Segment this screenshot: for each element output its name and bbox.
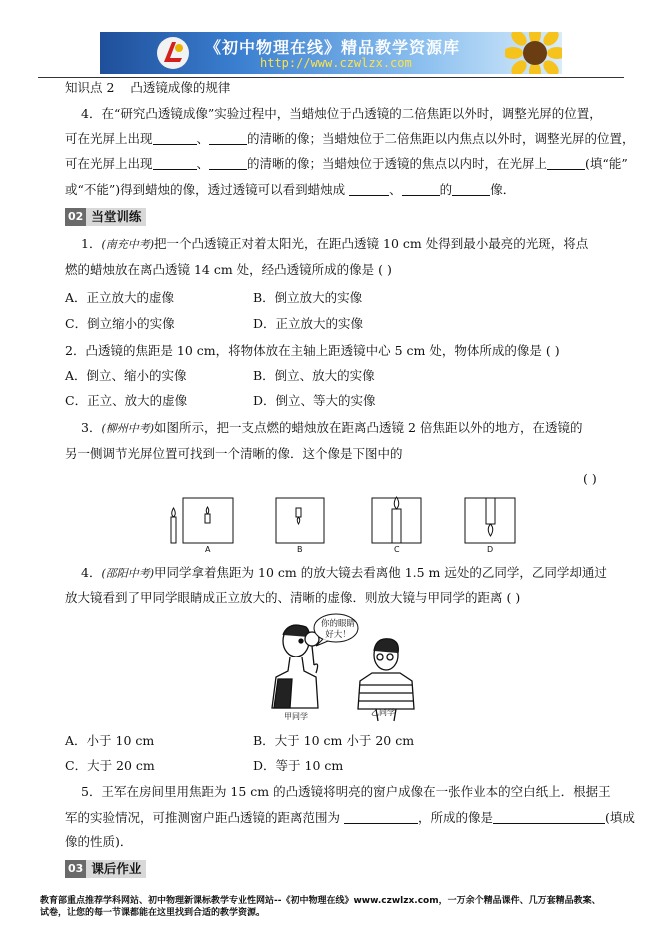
option-b[interactable]: B．大于 10 cm 小于 20 cm [253, 733, 415, 748]
option-a-image[interactable] [183, 498, 233, 543]
option-d[interactable]: D．倒立、等大的实像 [253, 393, 376, 408]
option-b[interactable]: B．倒立、放大的实像 [253, 368, 375, 383]
answer-blank[interactable] [209, 157, 247, 170]
problem-1-line-2: 燃的蜡烛放在离凸透镜 14 cm 处，经凸透镜所成的像是 ( ) [65, 262, 392, 277]
problem-4-line-1: 4．(邵阳中考)甲同学拿着焦距为 10 cm 的放大镜去看离他 1.5 m 远处的乙同学，乙同学却通过 [81, 565, 607, 580]
option-c[interactable]: C．倒立缩小的实像 [65, 316, 175, 331]
section-heading-03: 03 课后作业 [65, 860, 146, 878]
section-heading-02: 02 当堂训练 [65, 208, 146, 226]
logo-icon [156, 36, 190, 70]
problem-4-line-2: 放大镜看到了甲同学眼睛成正立放大的、清晰的虚像．则放大镜与甲同学的距离 ( ) [65, 590, 521, 605]
banner-url[interactable]: http://www.czwlzx.com [260, 56, 412, 70]
answer-blank[interactable] [344, 811, 418, 824]
option-b-image[interactable] [276, 498, 324, 543]
problem-5-line-2: 军的实验情况，可推测窗户距凸透镜的距离范围为 ，所成的像是 (填成 [65, 810, 635, 825]
option-d[interactable]: D．正立放大的实像 [253, 316, 364, 331]
answer-blank[interactable] [493, 811, 605, 824]
question-4a-line-3: 可在光屏上出现 、 的清晰的像；当蜡烛位于透镜的焦点以内时，在光屏上 (填“能” [65, 156, 628, 171]
problem-3-line-2: 另一侧调节光屏位置可找到一个清晰的像．这个像是下图中的 [65, 446, 403, 461]
figure-label-c: C [394, 545, 400, 554]
question-4a-line-1: 4．在“研究凸透镜成像”实验过程中，当蜡烛位于凸透镜的二倍焦距以外时，调整光屏的位置， [81, 106, 602, 121]
answer-blank[interactable] [452, 183, 490, 196]
question-4a-line-4: 或“不能”)得到蜡烛的像，透过透镜可以看到蜡烛成 、 的 像． [65, 182, 516, 197]
object-candle-icon [171, 508, 176, 543]
option-c[interactable]: C．大于 20 cm [65, 758, 155, 773]
student-yi-label: 乙同学 [371, 708, 395, 717]
header-rule [38, 77, 624, 78]
banner-title: 《初中物理在线》精品教学资源库 [205, 38, 461, 57]
option-d-image[interactable] [465, 498, 515, 543]
answer-blank[interactable] [209, 132, 247, 145]
answer-blank[interactable] [153, 132, 197, 145]
option-a[interactable]: A．正立放大的虚像 [65, 290, 175, 305]
question-4a-line-2: 可在光屏上出现 、 的清晰的像；当蜡烛位于二倍焦距以内焦点以外时，调整光屏的位置， [65, 131, 635, 146]
problem-5-line-1: 5．王军在房间里用焦距为 15 cm 的凸透镜将明亮的窗户成像在一张作业本的空白纸上．根据王 [81, 784, 611, 799]
problem-3-line-1: 3．(柳州中考)如图所示，把一支点燃的蜡烛放在距离凸透镜 2 倍焦距以外的地方，在透镜的 [81, 420, 583, 435]
answer-blank[interactable] [153, 157, 197, 170]
problem-1-line-1: 1．(南充中考)把一个凸透镜正对着太阳光，在距凸透镜 10 cm 处得到最小最亮的光斑，将点 [81, 236, 589, 251]
option-b[interactable]: B．倒立放大的实像 [253, 290, 363, 305]
answer-blank[interactable] [402, 183, 440, 196]
speech-bubble-text: 你的眼睛 好大！ [321, 619, 356, 640]
problem-5-line-3: 像的性质)． [65, 834, 133, 849]
figure-label-a: A [205, 545, 211, 554]
problem-2-line-1: 2．凸透镜的焦距是 10 cm，将物体放在主轴上距透镜中心 5 cm 处，物体所成的像是 ( ) [65, 343, 560, 358]
option-c[interactable]: C．正立、放大的虚像 [65, 393, 188, 408]
candle-image-options-figure [165, 495, 525, 557]
page-footer: 教育部重点推荐学科网站、初中物理新课标教学专业性网站--《初中物理在线》www.czwlzx.com，一万余个精品课件、几万套精品教案、 试卷，让您的每一节课都能在这里找到合适的教学资源。 [40, 896, 601, 918]
knowledge-point-heading: 知识点 2 凸透镜成像的规律 [65, 80, 231, 95]
figure-label-d: D [487, 545, 494, 554]
option-a[interactable]: A．倒立、缩小的实像 [65, 368, 187, 383]
option-a[interactable]: A．小于 10 cm [65, 733, 155, 748]
answer-paren[interactable]: ( ) [583, 471, 597, 486]
student-jia-figure [272, 625, 319, 708]
answer-blank[interactable] [349, 183, 389, 196]
option-c-image[interactable] [372, 497, 421, 543]
option-d[interactable]: D．等于 10 cm [253, 758, 344, 773]
figure-label-b: B [297, 545, 303, 554]
student-jia-label: 甲同学 [284, 712, 308, 721]
sunflower-icon [505, 32, 562, 74]
answer-blank[interactable] [547, 157, 585, 170]
header-banner [100, 32, 562, 74]
